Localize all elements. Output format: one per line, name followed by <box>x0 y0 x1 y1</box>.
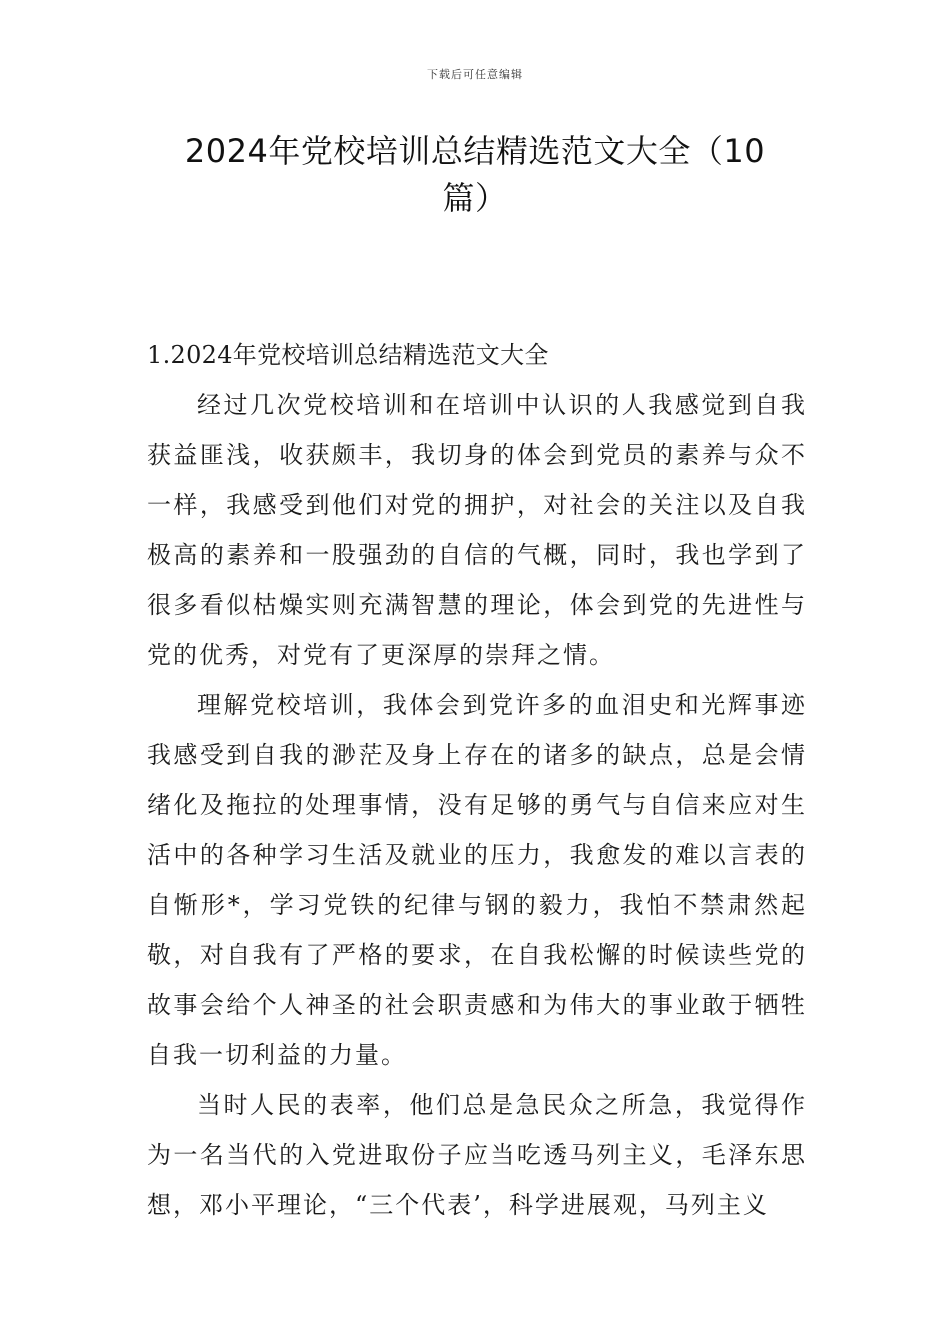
title-line-1: 2024年党校培训总结精选范文大全（10 <box>184 132 766 170</box>
document-title <box>145 128 805 222</box>
header-note: 下载后可任意编辑 <box>427 68 523 81</box>
document-body <box>147 330 807 1230</box>
section-heading: 1.2024年党校培训总结精选范文大全 <box>147 341 549 369</box>
paragraph-1: 经过几次党校培训和在培训中认识的人我感觉到自我获益匪浅，收获颇丰，我切身的体会到党员的素养与众不一样，我感受到他们对党的拥护，对社会的关注以及自我极高的素养和一股强劲的自信的气概，同时，我也学到了很多看似枯燥实则充满智慧的理论，体会到党的先进性与党的优秀，对党有了更深厚的崇拜之情。 <box>147 391 807 669</box>
title-line-2: 篇） <box>442 179 508 217</box>
paragraph-3: 当时人民的表率，他们总是急民众之所急，我觉得作为一名当代的入党进取份子应当吃透马列主义，毛泽东思想，邓小平理论，“三个代表’，科学进展观，马列主义 <box>147 1091 807 1219</box>
paragraph-2: 理解党校培训，我体会到党许多的血泪史和光辉事迹我感受到自我的渺茫及身上存在的诸多的缺点，总是会情绪化及拖拉的处理事情，没有足够的勇气与自信来应对生活中的各种学习生活及就业的压力，我愈发的难以言表的自惭形*，学习党铁的纪律与钢的毅力，我怕不禁肃然起敬，对自我有了严格的要求，在自我松懈的时候读些党的故事会给个人神圣的社会职责感和为伟大的事业敢于牺牲自我一切利益的力量。 <box>147 691 807 1069</box>
